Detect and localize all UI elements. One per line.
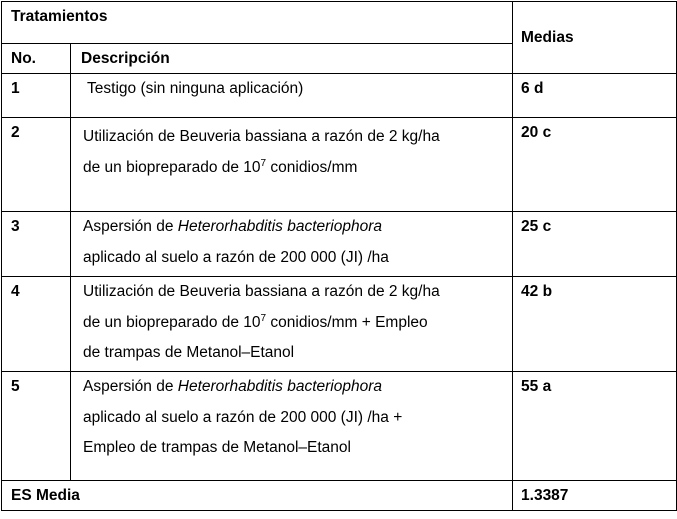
treatments-table bbox=[1, 1, 677, 511]
footer-value-cell bbox=[513, 481, 677, 511]
row-number: 4 bbox=[2, 277, 71, 372]
footer-label-cell bbox=[2, 481, 513, 511]
medias-header: Medias bbox=[521, 28, 574, 46]
row-description: Utilización de Beuveria bassiana a razón de 2 kg/ha de un biopreparado de $10^7$ conidios/mm + Empleo de trampas de Metanol–Etanol bbox=[71, 277, 513, 372]
row-description: Aspersión de Heterorhabditis bacteriophora aplicado al suelo a razón de 200 000 (JI) /ha bbox=[71, 212, 513, 277]
row-media: 55 a bbox=[513, 372, 677, 481]
row-number: 3 bbox=[2, 212, 71, 277]
table-row bbox=[2, 212, 677, 277]
row-media: 20 c bbox=[513, 118, 677, 212]
group-header-cell bbox=[2, 2, 513, 44]
table-row bbox=[2, 118, 677, 212]
no-header-cell bbox=[2, 44, 71, 74]
row-media: 25 c bbox=[513, 212, 677, 277]
table-row bbox=[2, 74, 677, 118]
row-number: 5 bbox=[2, 372, 71, 481]
row-number: 1 bbox=[2, 74, 71, 118]
row-media: 42 b bbox=[513, 277, 677, 372]
footer-row bbox=[2, 481, 677, 511]
footer-label: ES Media bbox=[11, 487, 80, 504]
desc-header-cell bbox=[71, 44, 513, 74]
group-header: Tratamientos bbox=[11, 8, 108, 25]
table-row bbox=[2, 277, 677, 372]
row-description: Utilización de Beuveria bassiana a razón de 2 kg/ha de un biopreparado de $10^7$ conidios/mm bbox=[71, 118, 513, 212]
desc-header: Descripción bbox=[81, 50, 170, 67]
row-media: 6 d bbox=[513, 74, 677, 118]
table-row bbox=[2, 372, 677, 481]
footer-value: 1.3387 bbox=[521, 487, 569, 504]
row-number: 2 bbox=[2, 118, 71, 212]
no-header: No. bbox=[11, 50, 36, 67]
row-description: Aspersión de Heterorhabditis bacteriophora aplicado al suelo a razón de 200 000 (JI) /ha + Empleo de trampas de Metanol–Etanol bbox=[71, 372, 513, 481]
medias-header-cell bbox=[513, 2, 677, 74]
row-description: Testigo (sin ninguna aplicación) bbox=[71, 74, 513, 118]
